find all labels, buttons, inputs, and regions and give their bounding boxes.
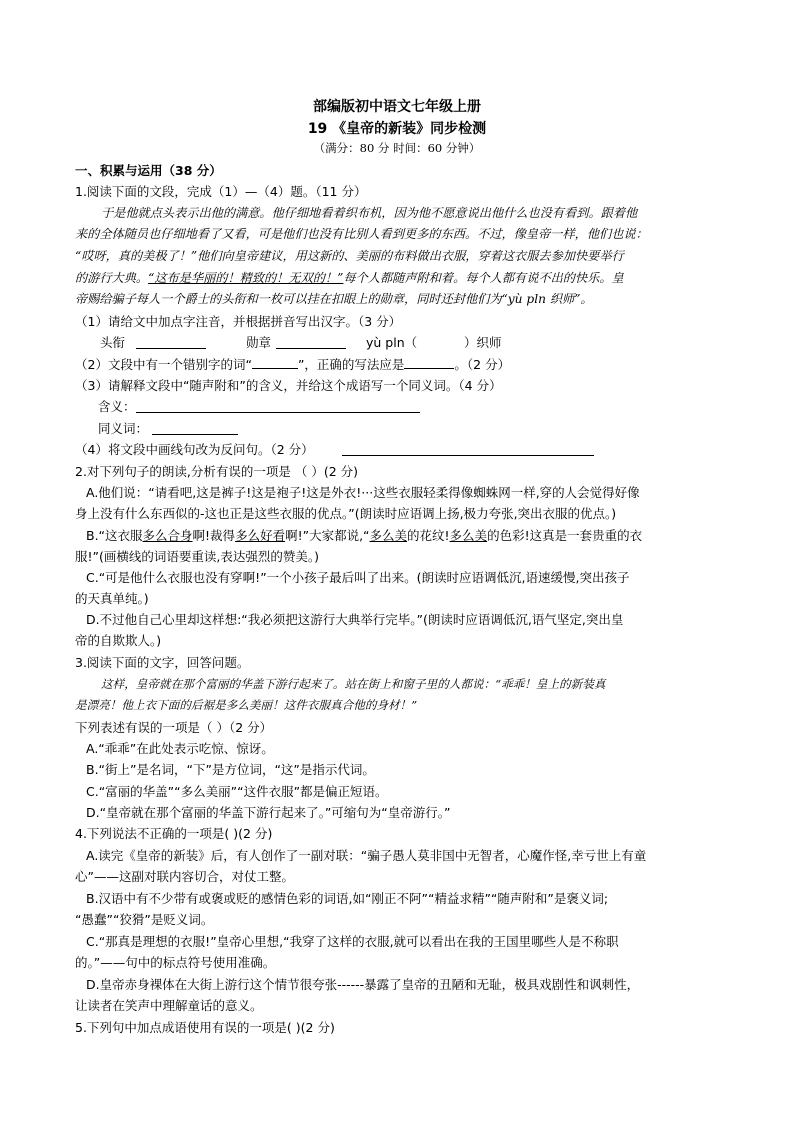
q3-option-d: D.“皇帝就在那个富丽的华盖下游行起来了。”可缩句为“皇帝游行。” [86,805,451,820]
q4-option-a: A.读完《皇帝的新装》后，有人创作了一副对联：“骗子愚人莫非国中无智者，心魔作怪,幸亏世上有童 [86,848,647,863]
q3-option-c: C.“富丽的华盖”“多么美丽”“这件衣服”都是偏正短语。 [86,784,388,799]
q3-question: 下列表述有误的一项是（ ）（2 分） [75,720,273,735]
q1-passage-line [75,268,735,289]
q1-passage-text: 每个人都随声附和着。每个人都有说不出的快乐。皇 [343,271,624,285]
answer-blank[interactable] [342,441,594,456]
section-heading: 一、积累与运用（38 分） [75,163,222,178]
document-subtitle: 19 《皇帝的新装》同步检测 [307,121,487,137]
q1-passage-line: 帝赐给骗子每人一个爵士的头衔和一枚可以挂在扣眼上的勋章，同时还封他们为“yù pln 织师”。 [75,292,593,306]
q1-sub4: （4）将文段中画线句改为反问句。（2 分） [75,442,314,457]
q1-sub1-item: 头衔 [100,335,126,350]
q3-passage-line: 这样，皇帝就在那个富丽的华盖下游行起来了。站在街上和窗子里的人都说：“乖乖！皇上的新装真 [101,677,606,691]
q4-option-c: 的。”——句中的标点符号使用准确。 [75,955,276,970]
answer-blank[interactable] [252,354,298,369]
answer-blank[interactable] [136,334,206,349]
q1-sub2-text: ”，正确的写法应是 [297,357,405,372]
q1-sub1: （1）请给文中加点字注音，并根据拼音写出汉字。（3 分） [75,314,402,329]
q2-b-text: 的花纹! [407,528,450,543]
q2-option-d: 帝的自欺欺人。) [75,633,162,648]
q1-sub3-synonym-label: 同义词： [98,421,149,436]
q2-option-a: A.他们说：“请看吧,这是裤子!这是袍子!这是外衣!···这些衣服轻柔得像蜘蛛网一样,穿的人会觉得好像 [86,485,640,500]
q2-option-c: C.“可是他什么衣服也没有穿啊!”一个小孩子最后叫了出来。(朗读时应语调低沉,语速缓慢,突出孩子 [86,570,630,585]
q1-stem: 1.阅读下面的文段，完成（1）—（4）题。（11 分） [75,184,367,199]
q2-option-c: 的天真单纯。) [75,591,149,606]
q2-stem: 2.对下列句子的朗读,分析有误的一项是 （ ）(2 分) [75,464,359,479]
q2-b-text: B.“这衣服 [86,528,143,543]
q2-option-b [86,525,746,546]
q1-passage-line: “哎呀，真的美极了！”他们向皇帝建议，用这新的、美丽的布料做出衣服，穿着这衣服去参加快要举行 [75,249,624,263]
q2-b-underlined: 多么美 [369,528,408,543]
q2-option-a: 身上没有什么东西似的-这也正是这些衣服的优点。”(朗读时应语调上扬,极力夸张,突出衣服的优点。) [75,506,617,521]
q1-sub2-text: （2）文段中有一个错别字的词“ [75,357,252,372]
q2-b-underlined: 多么合身 [142,528,193,543]
q1-sub1-item: 勋章 [246,335,272,350]
q1-sub3: （3）请解释文段中“随声附和”的含义，并给这个成语写一个同义词。（4 分） [75,378,502,393]
q4-option-a: 心”——这副对联内容切合，对仗工整。 [75,869,294,884]
q1-sub1-item: ）织师 [464,335,502,350]
q1-passage-line: 于是他就点头表示出他的满意。他仔细地看着织布机，因为他不愿意说出他什么也没有看到。跟着他 [101,206,638,220]
q1-sub1-item: yù pln（ [366,335,418,350]
q1-sub3-meaning-label: 含义： [98,399,136,414]
q1-sub2 [75,354,735,375]
q2-option-d: D.不过他自己心里却这样想:“我必须把这游行大典举行完毕。”(朗读时应语调低沉,语气坚定,突出皇 [86,612,624,627]
answer-blank[interactable] [136,398,420,413]
q3-stem: 3.阅读下面的文字，回答问题。 [75,655,250,670]
answer-blank[interactable] [276,334,346,349]
q3-option-b: B.“街上”是名词，“下”是方位词，“这”是指示代词。 [86,762,375,777]
q3-passage-line: 是漂亮！他上衣下面的后裾是多么美丽！这件衣服真合他的身材！” [75,698,418,712]
q1-underlined-sentence: “这布是华丽的！精致的！无双的！” [148,271,344,285]
q2-b-underlined: 多么美 [449,528,488,543]
q2-b-underlined: 多么好看 [235,528,286,543]
q2-option-b: 服!”(画横线的词语要重读,表达强烈的赞美。) [75,549,319,564]
answer-blank[interactable] [404,354,454,369]
q4-stem: 4.下列说法不正确的一项是( )(2 分) [75,826,273,841]
q4-option-b: B.汉语中有不少带有或褒或贬的感情色彩的词语,如“刚正不阿”“精益求精”“随声附和”是褒义词; [86,891,609,906]
q4-option-d: D.皇帝赤身裸体在大街上游行这个情节很夸张------暴露了皇帝的丑陋和无耻，极具戏剧性和讽刺性， [86,977,640,992]
q1-passage-text: 的游行大典。 [75,271,149,285]
q2-b-text: 的色彩!这真是一套贵重的衣 [487,528,643,543]
q4-option-c: C.“那真是理想的衣服!”皇帝心里想,“我穿了这样的衣服,就可以看出在我的王国里哪些人是不称职 [86,934,619,949]
answer-blank[interactable] [152,420,238,435]
exam-meta: （满分：80 分 时间：60 分钟） [313,141,481,155]
q2-b-text: 啊!裁得 [192,528,236,543]
q1-sub2-text: 。（2 分） [454,357,511,372]
q1-passage-line: 来的全体随员也仔细地看了又看，可是他们也没有比别人看到更多的东西。不过，像皇帝一样，他们也说： [75,227,648,241]
q4-option-d: 让读者在笑声中理解童话的意义。 [75,998,263,1013]
q3-option-a: A.“乖乖”在此处表示吃惊、惊讶。 [86,741,274,756]
document-title: 部编版初中语文七年级上册 [313,99,481,115]
q5-stem: 5.下列句中加点成语使用有误的一项是( )(2 分) [75,1020,335,1035]
q2-b-text: 啊!”大家都说,“ [285,528,370,543]
q4-option-b: “愚蠢”“狡猾”是贬义词。 [75,912,214,927]
